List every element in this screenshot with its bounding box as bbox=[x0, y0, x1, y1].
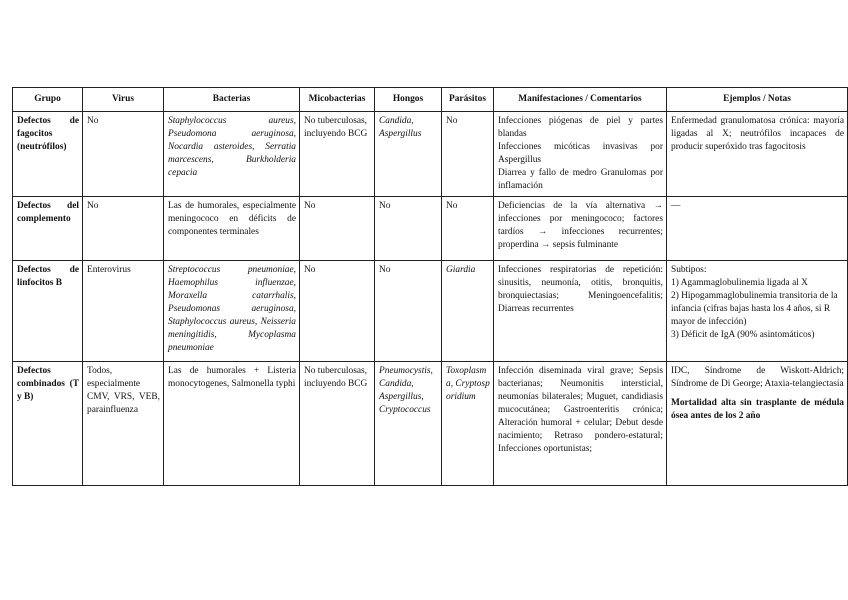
header-manifestaciones: Manifestaciones / Comentarios bbox=[494, 88, 667, 112]
cell-hongos: Pneumocystis, Candida, Aspergillus, Cryptococcus bbox=[375, 362, 442, 486]
text-line: Infecciones micóticas invasivas por Aspergillus bbox=[498, 141, 663, 165]
cell-parasitos: No bbox=[442, 197, 494, 261]
cell-virus: No bbox=[83, 197, 164, 261]
cell-parasitos: No bbox=[442, 112, 494, 197]
cell-bacterias: Streptococcus pneumoniae, Haemophilus influenzae, Moraxella catarrhalis, Pseudomonas aeruginosa, Staphylococcus aureus, Neisseria meningitidis, Mycoplasma pneumoniae bbox=[164, 261, 300, 362]
table-row bbox=[13, 112, 848, 197]
cell-grupo: Defectos de linfocitos B bbox=[13, 261, 83, 362]
cell-parasitos: Giardia bbox=[442, 261, 494, 362]
mortality-note: Mortalidad alta sin trasplante de médula ósea antes de los 2 año bbox=[671, 398, 844, 422]
cell-hongos: No bbox=[375, 197, 442, 261]
cell-micobacterias: No bbox=[300, 197, 375, 261]
header-ejemplos: Ejemplos / Notas bbox=[667, 88, 848, 112]
cell-grupo: Defectos de fagocitos (neutrófilos) bbox=[13, 112, 83, 197]
cell-manifestaciones bbox=[494, 112, 667, 197]
cell-parasitos: Toxoplasma, Cryptosporidium bbox=[442, 362, 494, 486]
text-line: Subtipos: bbox=[671, 265, 707, 276]
header-grupo: Grupo bbox=[13, 88, 83, 112]
cell-virus: Todos, especialmente CMV, VRS, VEB, parainfluenza bbox=[83, 362, 164, 486]
table-row bbox=[13, 362, 848, 486]
cell-ejemplos: Enfermedad granulomatosa crónica: mayoría ligadas al X; neutrófilos incapaces de producir superóxido tras fagocitosis bbox=[667, 112, 848, 197]
header-virus: Virus bbox=[83, 88, 164, 112]
cell-micobacterias: No bbox=[300, 261, 375, 362]
text-line: 1) Agammaglobulinemia ligada al X bbox=[671, 278, 808, 289]
text-line: 3) Déficit de IgA (90% asintomáticos) bbox=[671, 329, 815, 340]
header-row bbox=[13, 88, 848, 112]
cell-grupo: Defectos del complemento bbox=[13, 197, 83, 261]
cell-virus: Enterovirus bbox=[83, 261, 164, 362]
text-line: IDC, Síndrome de Wiskott-Aldrich; Síndrome de Di George; Ataxia-telangiectasia bbox=[671, 366, 844, 390]
cell-hongos: Candida, Aspergillus bbox=[375, 112, 442, 197]
cell-bacterias: Staphylococcus aureus, Pseudomona aeruginosa, Nocardia asteroides, Serratia marcescens, Burkholderia cepacia bbox=[164, 112, 300, 197]
cell-ejemplos: — bbox=[667, 197, 848, 261]
header-hongos: Hongos bbox=[375, 88, 442, 112]
table-row bbox=[13, 261, 848, 362]
header-bacterias: Bacterias bbox=[164, 88, 300, 112]
immunodeficiency-table bbox=[12, 87, 848, 486]
cell-bacterias: Las de humorales + Listeria monocytogenes, Salmonella typhi bbox=[164, 362, 300, 486]
cell-micobacterias: No tuberculosas, incluyendo BCG bbox=[300, 112, 375, 197]
text-line: Infecciones piógenas de piel y partes blandas bbox=[498, 116, 663, 139]
header-micobacterias: Micobacterias bbox=[300, 88, 375, 112]
cell-manifestaciones: Infecciones respiratorias de repetición: sinusitis, neumonía, otitis, bronquitis, bronquiectasias; Meningoencefalitis; Diarreas recurrentes bbox=[494, 261, 667, 362]
text-line: Diarrea y fallo de medro Granulomas por inflamación bbox=[498, 167, 663, 191]
cell-grupo: Defectos combinados (T y B) bbox=[13, 362, 83, 486]
cell-ejemplos bbox=[667, 362, 848, 486]
cell-virus: No bbox=[83, 112, 164, 197]
cell-micobacterias: No tuberculosas, incluyendo BCG bbox=[300, 362, 375, 486]
cell-manifestaciones: Deficiencias de la vía alternativa → infecciones por meningococo; factores tardíos → infecciones recurrentes; properdina → sepsis fulminante bbox=[494, 197, 667, 261]
cell-hongos: No bbox=[375, 261, 442, 362]
header-parasitos: Parásitos bbox=[442, 88, 494, 112]
cell-bacterias: Las de humorales, especialmente meningococo en déficits de componentes terminales bbox=[164, 197, 300, 261]
cell-ejemplos bbox=[667, 261, 848, 362]
table-row bbox=[13, 197, 848, 261]
cell-manifestaciones: Infección diseminada viral grave; Sepsis bacterianas; Neumonitis intersticial, neumonías bilaterales; Muguet, candidiasis mucocutánea; Gastroenteritis crónica; Alteración humoral + celular; Debut desde nacimiento; Retraso pondero-estatural; Infecciones oportunistas; bbox=[494, 362, 667, 486]
text-line: 2) Hipogammaglobulinemia transitoria de la infancia (cifras bajas hasta los 4 años, si R mayor de infección) bbox=[671, 291, 838, 328]
